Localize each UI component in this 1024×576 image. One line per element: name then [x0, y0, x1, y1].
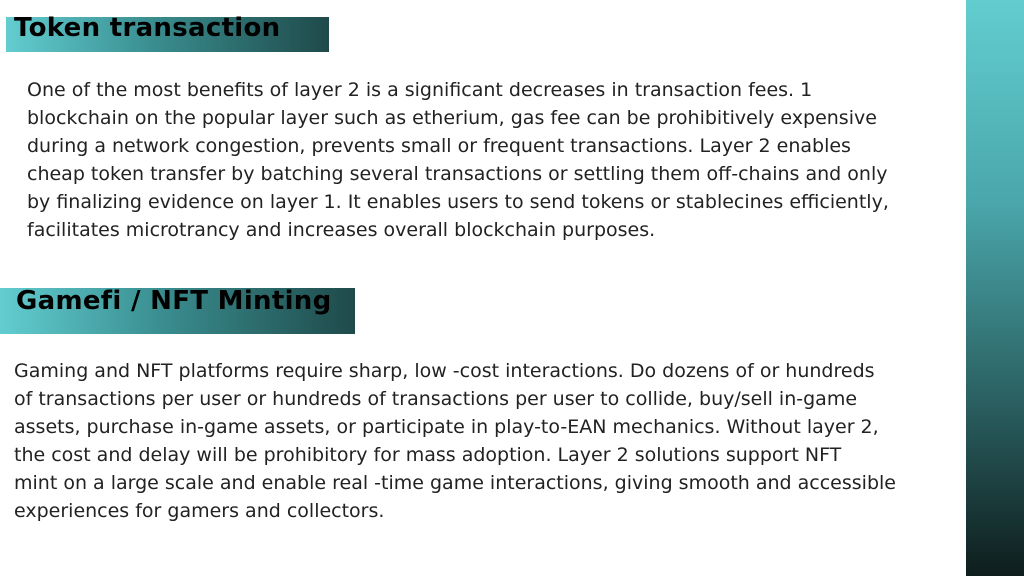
- heading-gamefi-nft: Gamefi / NFT Minting: [16, 286, 332, 316]
- decorative-side-bar: [966, 0, 1024, 576]
- heading-token-transaction: Token transaction: [14, 13, 281, 43]
- paragraph-token-transaction: One of the most benefits of layer 2 is a significant decreases in transaction fees. 1 blockchain on the popular layer such as etherium, gas fee can be prohibitively expensive during a network congestion, prevents small or frequent transactions. Layer 2 enables cheap token transfer by batching several transactions or settling them off-chains and only by finalizing evidence on layer 1. It enables users to send tokens or stablecines efficiently, facilitates microtrancy and increases overall blockchain purposes.: [27, 79, 889, 241]
- paragraph-gamefi-nft: Gaming and NFT platforms require sharp, low -cost interactions. Do dozens of or hundreds of transactions per user or hundreds of transactions per user to collide, buy/sell in-game assets, purchase in-game assets, or participate in play-to-EAN mechanics. Without layer 2, the cost and delay will be prohibitory for mass adoption. Layer 2 solutions support NFT mint on a large scale and enable real -time game interactions, giving smooth and accessible experiences for gamers and collectors.: [14, 360, 896, 522]
